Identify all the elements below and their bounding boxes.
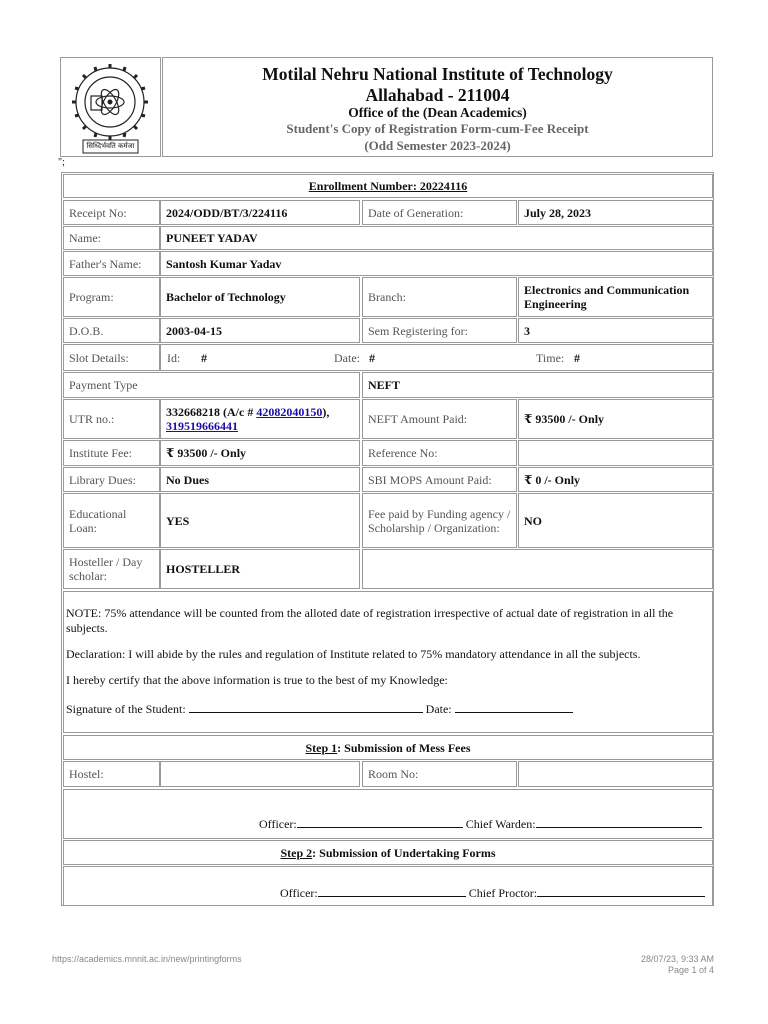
slot-date-label: Date:: [334, 351, 360, 365]
institute-fee-value: ₹ 93500 /- Only: [160, 440, 360, 466]
warden-label: Chief Warden:: [465, 817, 536, 831]
step2-word: Step 2: [280, 845, 313, 860]
funding-label: Fee paid by Funding agency / Scholarship / Organization:: [362, 493, 517, 548]
step1-sign-line: [259, 817, 702, 832]
program-value: Bachelor of Technology: [160, 277, 360, 317]
step1-word: Step 1: [305, 740, 338, 755]
utr-number: 332668218 (A/c #: [166, 405, 257, 419]
signature-label: Signature of the Student:: [66, 702, 186, 716]
reference-value: [518, 440, 713, 466]
utr-label: UTR no.:: [63, 399, 160, 439]
step2-officer-label: Officer:: [280, 886, 318, 900]
father-name-label: Father's Name:: [63, 251, 160, 276]
father-name-value: Santosh Kumar Yadav: [160, 251, 713, 276]
header-title-block: [162, 57, 713, 157]
slot-details: [160, 344, 713, 371]
library-dues-label: Library Dues:: [63, 467, 160, 492]
sbi-mops-value: ₹ 0 /- Only: [518, 467, 713, 492]
branch-label: Branch:: [362, 277, 517, 317]
date-field[interactable]: [455, 702, 573, 713]
slot-id-label: Id:: [167, 351, 181, 365]
program-label: Program:: [63, 277, 160, 317]
step2-rest: : Submission of Undertaking Forms: [312, 845, 496, 860]
branch-value: Electronics and Communication Engineering: [518, 277, 713, 317]
dob-value: 2003-04-15: [160, 318, 360, 343]
office-name: Office of the (Dean Academics): [348, 105, 527, 120]
utr-account-link[interactable]: 42082040150: [256, 405, 323, 419]
slot-date-value: #: [369, 351, 375, 365]
proctor-field[interactable]: [537, 886, 705, 897]
dob-label: D.O.B.: [63, 318, 160, 343]
funding-value: NO: [518, 493, 713, 548]
logo-cell: [60, 57, 161, 157]
neft-amount-label: NEFT Amount Paid:: [362, 399, 517, 439]
hosteller-label: Hosteller / Day scholar:: [63, 549, 160, 589]
signature-field[interactable]: [189, 702, 423, 713]
step2-title: [63, 840, 713, 865]
slot-time-label: Time:: [536, 351, 565, 365]
step1-officer-label: Officer:: [259, 817, 297, 831]
hostel-label: Hostel:: [63, 761, 160, 787]
logo-motto: सिध्दिर्भवति कर्मजा: [86, 142, 135, 150]
declaration-text: Declaration: I will abide by the rules and regulation of Institute related to 75% mandatory attendance in all the subjects.: [66, 647, 641, 661]
institute-city: Allahabad - 211004: [365, 85, 510, 105]
receipt-label: Receipt No:: [63, 200, 160, 225]
slot-label: Slot Details:: [63, 344, 160, 371]
date-label: Date:: [425, 702, 452, 716]
hosteller-blank-cell: [362, 549, 713, 589]
room-label: Room No:: [362, 761, 517, 787]
enrollment-row: [63, 174, 713, 198]
certify-text: I hereby certify that the above information is true to the best of my Knowledge:: [66, 673, 448, 687]
name-label: Name:: [63, 226, 160, 250]
step1-officer-field[interactable]: [297, 817, 463, 828]
step1-title: [63, 735, 713, 760]
step2-sign-line: [280, 886, 705, 901]
step1-rest: : Submission of Mess Fees: [337, 740, 471, 755]
semester-title: (Odd Semester 2023-2024): [364, 138, 511, 153]
enrollment-number: Enrollment Number: 20224116: [308, 179, 468, 193]
reference-label: Reference No:: [362, 440, 517, 466]
slot-time-value: #: [574, 351, 580, 365]
proctor-label: Chief Proctor:: [468, 886, 538, 900]
attendance-note: NOTE: 75% attendance will be counted from the alloted date of registration irrespective of actual date of registration in all the subjects.: [66, 606, 674, 635]
receipt-value: 2024/ODD/BT/3/224116: [160, 200, 360, 225]
institute-name: Motilal Nehru National Institute of Technology: [262, 64, 613, 84]
payment-type-label: Payment Type: [63, 372, 360, 398]
footer-page: Page 1 of 4: [667, 965, 714, 975]
library-dues-value: No Dues: [160, 467, 360, 492]
payment-type-value: NEFT: [362, 372, 713, 398]
hostel-field: [160, 761, 360, 787]
warden-field[interactable]: [536, 817, 702, 828]
sbi-mops-label: SBI MOPS Amount Paid:: [362, 467, 517, 492]
slot-id-value: #: [201, 351, 207, 365]
date-generation-value: July 28, 2023: [518, 200, 713, 225]
date-generation-label: Date of Generation:: [362, 200, 517, 225]
footer-timestamp: 28/07/23, 9:33 AM: [640, 954, 714, 964]
utr-value: [160, 399, 360, 439]
sem-value: 3: [518, 318, 713, 343]
name-value: PUNEET YADAV: [160, 226, 713, 250]
room-field: [518, 761, 713, 787]
hosteller-value: HOSTELLER: [160, 549, 360, 589]
document-title: Student's Copy of Registration Form-cum-Fee Receipt: [286, 121, 589, 136]
educational-loan-value: YES: [160, 493, 360, 548]
utr-second-link[interactable]: 319519666441: [166, 419, 238, 433]
step2-officer-field[interactable]: [318, 886, 466, 897]
institute-fee-label: Institute Fee:: [63, 440, 160, 466]
utr-close: ),: [322, 405, 330, 419]
footer-url: https://academics.mnnit.ac.in/new/printingforms: [52, 954, 242, 964]
stray-mark: ";: [58, 157, 65, 168]
signature-line: [66, 702, 706, 717]
educational-loan-label: Educational Loan:: [63, 493, 160, 548]
sem-label: Sem Registering for:: [362, 318, 517, 343]
neft-amount-value: ₹ 93500 /- Only: [518, 399, 713, 439]
